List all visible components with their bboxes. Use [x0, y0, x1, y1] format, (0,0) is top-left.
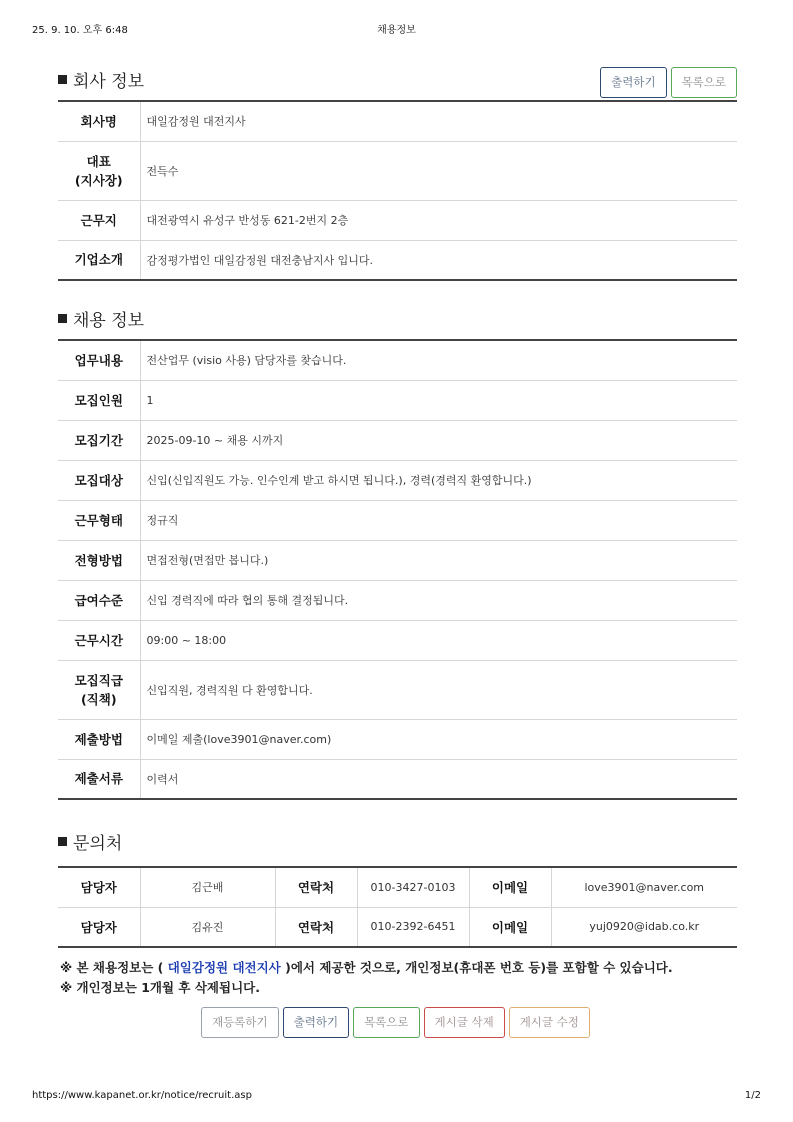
company-info-row	[58, 101, 737, 141]
notice-suffix: )에서 제공한 것으로, 개인정보(휴대폰 번호 등)를 포함할 수 있습니다.	[280, 960, 673, 975]
recruit-info-row-value: 신입(신입직원도 가능. 인수인계 받고 하시면 됩니다.), 경력(경력직 환영합니다.)	[140, 460, 737, 500]
recruit-detail	[58, 64, 737, 1038]
top-button-group	[600, 67, 737, 98]
recruit-section-header	[58, 303, 737, 339]
recruit-info-row-value: 전산업무 (visio 사용) 담당자를 찾습니다.	[140, 340, 737, 380]
recruit-info-row-label: 모집기간	[58, 420, 140, 460]
recruit-info-row-label: 근무시간	[58, 620, 140, 660]
company-info-row-label: 회사명	[58, 101, 140, 141]
notice-company: 대일감정원 대전지사	[167, 960, 281, 975]
recruit-info-row	[58, 380, 737, 420]
privacy-notice-line2: ※ 개인정보는 1개월 후 삭제됩니다.	[60, 980, 260, 995]
reregister-button[interactable]: 재등록하기	[201, 1007, 279, 1038]
company-info-row-label: 대표 (지사장)	[58, 141, 140, 200]
print-url: https://www.kapanet.or.kr/notice/recruit.asp	[32, 1090, 252, 1101]
company-info-row	[58, 141, 737, 200]
company-info-row-value: 대일감정원 대전지사	[140, 101, 737, 141]
contact-phone-value: 010-3427-0103	[357, 867, 469, 907]
company-info-table	[58, 100, 737, 281]
recruit-info-row-label: 업무내용	[58, 340, 140, 380]
company-info-row-label: 근무지	[58, 200, 140, 240]
recruit-info-row-value: 신입직원, 경력직원 다 환영합니다.	[140, 660, 737, 719]
recruit-info-row-value: 1	[140, 380, 737, 420]
list-button-bottom[interactable]: 목록으로	[353, 1007, 419, 1038]
recruit-info-row-label: 급여수준	[58, 580, 140, 620]
recruit-info-row-value: 09:00 ~ 18:00	[140, 620, 737, 660]
company-info-row-value: 대전광역시 유성구 반성동 621-2번지 2층	[140, 200, 737, 240]
recruit-info-row-label: 제출서류	[58, 759, 140, 799]
company-info-row	[58, 200, 737, 240]
privacy-notice-line1	[60, 958, 737, 978]
list-button[interactable]: 목록으로	[671, 67, 737, 98]
contact-email-label: 이메일	[469, 907, 551, 947]
recruit-info-row	[58, 340, 737, 380]
recruit-info-row	[58, 420, 737, 460]
recruit-info-row	[58, 580, 737, 620]
contact-manager-label: 담당자	[58, 907, 140, 947]
contact-manager-name: 김근배	[140, 867, 275, 907]
print-button[interactable]: 출력하기	[600, 67, 666, 98]
contact-phone-value: 010-2392-6451	[357, 907, 469, 947]
recruit-info-row	[58, 460, 737, 500]
recruit-info-row	[58, 660, 737, 719]
print-header	[32, 21, 761, 35]
section-title-recruit-label: 채용 정보	[73, 311, 145, 331]
print-button-bottom[interactable]: 출력하기	[283, 1007, 349, 1038]
recruit-info-row-value: 신입 경력직에 따라 협의 통해 결정됩니다.	[140, 580, 737, 620]
square-bullet-icon	[58, 837, 67, 846]
contact-manager-label: 담당자	[58, 867, 140, 907]
recruit-info-row-value: 정규직	[140, 500, 737, 540]
contact-row	[58, 867, 737, 907]
edit-post-button[interactable]: 게시글 수정	[509, 1007, 590, 1038]
contact-phone-label: 연락처	[275, 907, 357, 947]
recruit-info-row-value: 2025-09-10 ~ 채용 시까지	[140, 420, 737, 460]
square-bullet-icon	[58, 314, 67, 323]
contact-email-value: love3901@naver.com	[551, 867, 737, 907]
section-title-company	[58, 67, 144, 92]
notice-prefix: ※ 본 채용정보는 (	[60, 960, 168, 975]
recruit-info-row	[58, 719, 737, 759]
contact-row	[58, 907, 737, 947]
recruit-info-row-value: 이메일 제출(love3901@naver.com)	[140, 719, 737, 759]
privacy-notice	[58, 958, 737, 998]
company-info-row-label: 기업소개	[58, 240, 140, 280]
contact-email-value: yuj0920@idab.co.kr	[589, 920, 700, 934]
recruit-info-row-label: 전형방법	[58, 540, 140, 580]
recruit-info-row-label: 모집직급 (직책)	[58, 660, 140, 719]
section-title-recruit	[58, 306, 144, 331]
recruit-info-row-value: 면접전형(면접만 봅니다.)	[140, 540, 737, 580]
contact-phone-label: 연락처	[275, 867, 357, 907]
contact-manager-name: 김유진	[140, 907, 275, 947]
section-title-company-label: 회사 정보	[73, 72, 145, 92]
recruit-info-row-label: 근무형태	[58, 500, 140, 540]
recruit-info-row-label: 모집인원	[58, 380, 140, 420]
recruit-info-row	[58, 540, 737, 580]
company-info-row-value: 감정평가법인 대일감정원 대전충남지사 입니다.	[146, 253, 374, 267]
recruit-info-row	[58, 759, 737, 799]
recruit-info-row-label: 모집대상	[58, 460, 140, 500]
company-section-header	[58, 64, 737, 100]
company-info-row	[58, 240, 737, 280]
bottom-button-group	[58, 1007, 737, 1038]
recruit-info-row-label: 제출방법	[58, 719, 140, 759]
print-doc-title: 채용정보	[377, 25, 416, 36]
contact-table	[58, 866, 737, 948]
print-page-number: 1/2	[744, 1090, 761, 1101]
square-bullet-icon	[58, 75, 67, 84]
recruit-info-row	[58, 620, 737, 660]
section-title-contact-label: 문의처	[73, 834, 123, 854]
contact-email-label: 이메일	[469, 867, 551, 907]
recruit-info-row	[58, 500, 737, 540]
print-footer	[32, 1090, 761, 1104]
company-info-row-value: 전득수	[140, 141, 737, 200]
section-title-contact	[58, 829, 122, 854]
print-date: 25. 9. 10. 오후 6:48	[32, 25, 128, 36]
contact-section-header	[58, 824, 737, 866]
recruit-info-table	[58, 339, 737, 800]
recruit-info-row-value: 이력서	[146, 772, 179, 786]
delete-post-button[interactable]: 게시글 삭제	[424, 1007, 505, 1038]
